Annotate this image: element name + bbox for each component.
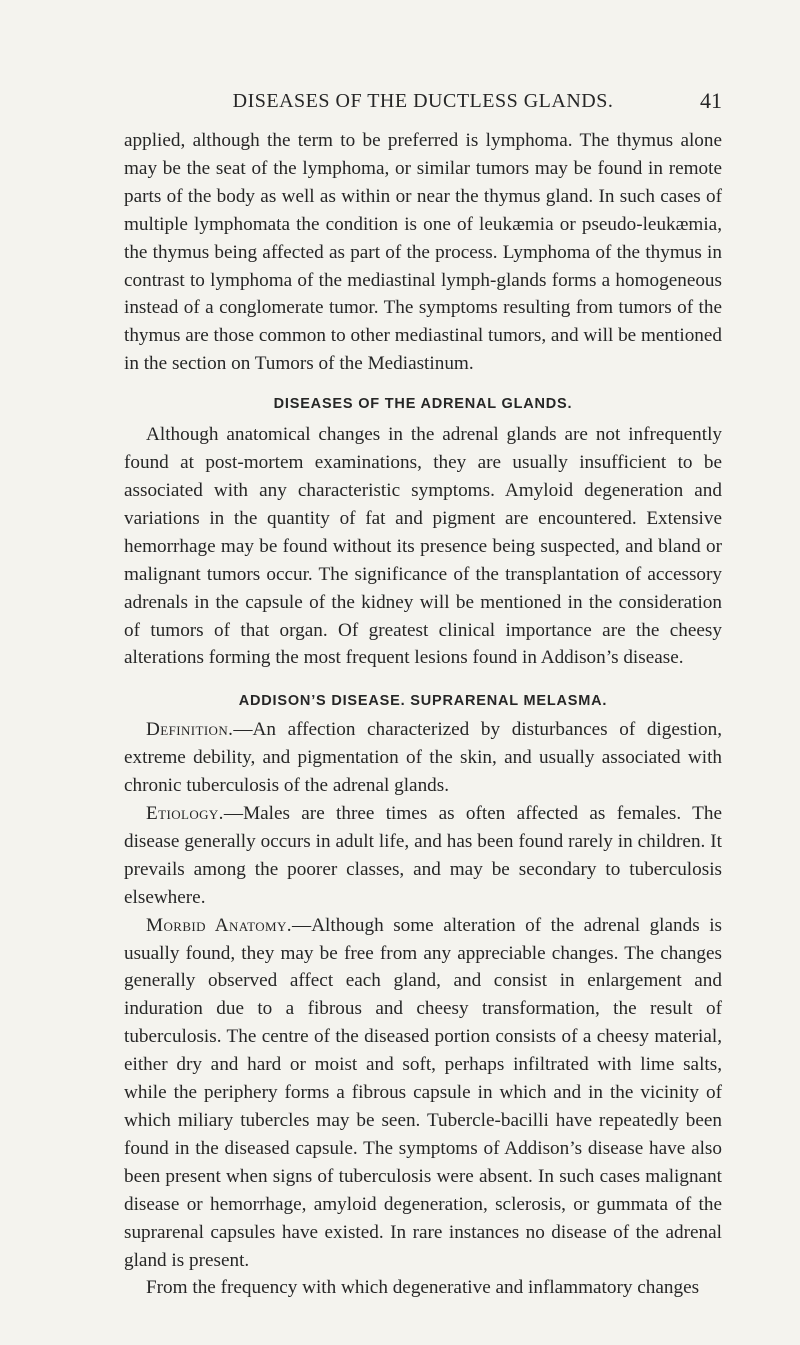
running-title: DISEASES OF THE DUCTLESS GLANDS. <box>232 90 614 112</box>
morbid-anatomy-label: Morbid Anatomy. <box>146 914 292 936</box>
intro-paragraph: applied, although the term to be preferred is lymphoma. The thymus alone may be the seat of the lymphoma, or similar tumors may be found in remote parts of the body as well as within or near the thymus gland. In such cases of multiple lymphomata the condition is one of leukæmia or pseudo-leukæmia, the thymus being affected as part of the process. Lymphoma of the thymus in contrast to lymphoma of the mediastinal lymph-glands forms a homogeneous instead of a conglomerate tumor. The symptoms resulting from tumors of the thymus are those common to other mediastinal tumors, and will be mentioned in the section on Tumors of the Mediastinum. <box>124 130 722 375</box>
etiology-paragraph <box>124 800 722 912</box>
running-head <box>124 86 722 116</box>
adrenal-paragraph: Although anatomical changes in the adrenal glands are not infrequently found at post-mortem examinations, they are usually insufficient to be associated with any characteristic symptoms. Amyloid degeneration and variations in the quantity of fat and pigment are encountered. Extensive hemorrhage may be found without its presence being suspected, and bland or malignant tumors occur. The significance of the transplantation of accessory adrenals in the capsule of the kidney will be mentioned in the consideration of tumors of that organ. Of greatest clinical importance are the cheesy alterations forming the most frequent lesions found in Addison’s disease. <box>124 424 722 669</box>
closing-line: From the frequency with which degenerative and inflammatory changes <box>146 1277 700 1299</box>
definition-label: Definition. <box>146 719 234 741</box>
etiology-text: —Males are three times as often affected as females. The disease generally occurs in adult life, and has been found rarely in children. It prevails among the poorer classes, and may be secondary to tuberculosis elsewhere. <box>124 803 722 908</box>
definition-text: —An affection characterized by disturbances of digestion, extreme debility, and pigmentation of the skin, and usually associated with chronic tuberculosis of the adrenal glands. <box>124 719 722 797</box>
page-number: 41 <box>700 88 722 113</box>
morbid-anatomy-text: —Although some alteration of the adrenal glands is usually found, they may be free from any appreciable changes. The changes generally observed affect each gland, and consist in enlargement and induration due to a fibrous and cheesy transformation, the result of tuberculosis. The centre of the diseased portion consists of a cheesy material, either dry and hard or moist and soft, perhaps infiltrated with lime salts, while the periphery forms a fibrous capsule in which and in the vicinity of which miliary tubercles may be seen. Tubercle-bacilli have repeatedly been found in the diseased capsule. The symptoms of Addison’s disease have also been present when signs of tuberculosis were absent. In such cases malignant disease or hemorrhage, amyloid degeneration, sclerosis, or gummata of the suprarenal capsules have existed. In rare instances no disease of the adrenal gland is present. <box>124 914 722 1271</box>
body-text <box>124 127 722 1302</box>
morbid-anatomy-paragraph <box>124 912 722 1275</box>
etiology-label: Etiology. <box>146 803 224 825</box>
definition-paragraph <box>124 716 722 800</box>
adrenal-section-heading: DISEASES OF THE ADRENAL GLANDS. <box>273 396 573 413</box>
addison-section-heading: ADDISON’S DISEASE. SUPRARENAL MELASMA. <box>238 693 608 710</box>
